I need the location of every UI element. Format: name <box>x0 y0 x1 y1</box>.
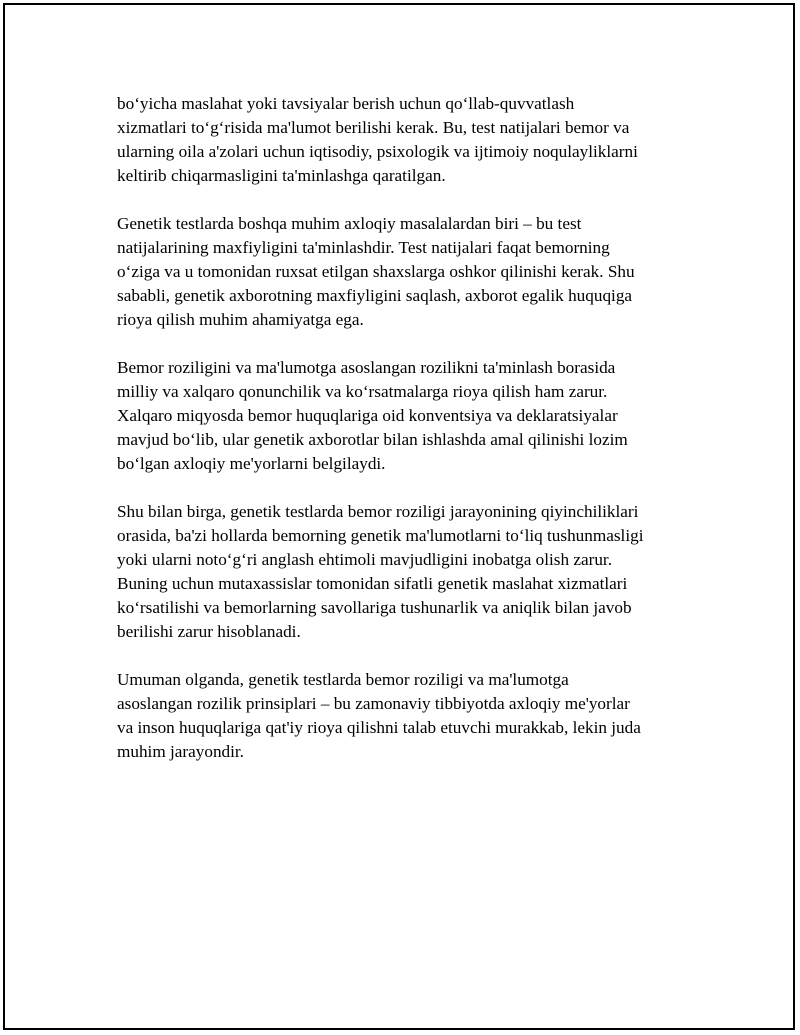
text-line: milliy va xalqaro qonunchilik va ko‘rsatmalarga rioya qilish ham zarur. <box>117 382 608 401</box>
text-line: o‘ziga va u tomonidan ruxsat etilgan shaxslarga oshkor qilinishi kerak. Shu <box>117 262 635 281</box>
text-line: muhim jarayondir. <box>117 742 244 761</box>
paragraph-5 <box>117 668 692 764</box>
text-line: bo‘yicha maslahat yoki tavsiyalar berish uchun qo‘llab-quvvatlash <box>117 94 575 113</box>
text-line: Bemor roziligini va ma'lumotga asoslangan rozilikni ta'minlash borasida <box>117 358 616 377</box>
text-line: sababli, genetik axborotning maxfiyligini saqlash, axborot egalik huquqiga <box>117 286 633 305</box>
text-line: bo‘lgan axloqiy me'yorlarni belgilaydi. <box>117 454 386 473</box>
text-line: va inson huquqlariga qat'iy rioya qilishni talab etuvchi murakkab, lekin juda <box>117 718 641 737</box>
text-line: Genetik testlarda boshqa muhim axloqiy masalalardan biri – bu test <box>117 214 582 233</box>
text-line: yoki ularni noto‘g‘ri anglash ehtimoli mavjudligini inobatga olish zarur. <box>117 550 613 569</box>
text-line: berilishi zarur hisoblanadi. <box>117 622 301 641</box>
text-line: Xalqaro miqyosda bemor huquqlariga oid konventsiya va deklaratsiyalar <box>117 406 618 425</box>
text-line: asoslangan rozilik prinsiplari – bu zamonaviy tibbiyotda axloqiy me'yorlar <box>117 694 630 713</box>
text-line: Shu bilan birga, genetik testlarda bemor roziligi jarayonining qiyinchiliklari <box>117 502 639 521</box>
text-line: orasida, ba'zi hollarda bemorning genetik ma'lumotlarni to‘liq tushunmasligi <box>117 526 644 545</box>
text-line: mavjud bo‘lib, ular genetik axborotlar bilan ishlashda amal qilinishi lozim <box>117 430 628 449</box>
paragraph-3 <box>117 356 692 476</box>
text-line: xizmatlari to‘g‘risida ma'lumot berilishi kerak. Bu, test natijalari bemor va <box>117 118 630 137</box>
paragraph-4 <box>117 500 692 644</box>
paragraph-1 <box>117 92 692 188</box>
text-line: ko‘rsatilishi va bemorlarning savollariga tushunarlik va aniqlik bilan javob <box>117 598 632 617</box>
document-body <box>117 92 692 788</box>
text-line: Umuman olganda, genetik testlarda bemor roziligi va ma'lumotga <box>117 670 569 689</box>
text-line: keltirib chiqarmasligini ta'minlashga qaratilgan. <box>117 166 446 185</box>
text-line: natijalarining maxfiyligini ta'minlashdir. Test natijalari faqat bemorning <box>117 238 610 257</box>
text-line: rioya qilish muhim ahamiyatga ega. <box>117 310 364 329</box>
paragraph-2 <box>117 212 692 332</box>
text-line: Buning uchun mutaxassislar tomonidan sifatli genetik maslahat xizmatlari <box>117 574 628 593</box>
text-line: ularning oila a'zolari uchun iqtisodiy, psixologik va ijtimoiy noqulayliklarni <box>117 142 638 161</box>
